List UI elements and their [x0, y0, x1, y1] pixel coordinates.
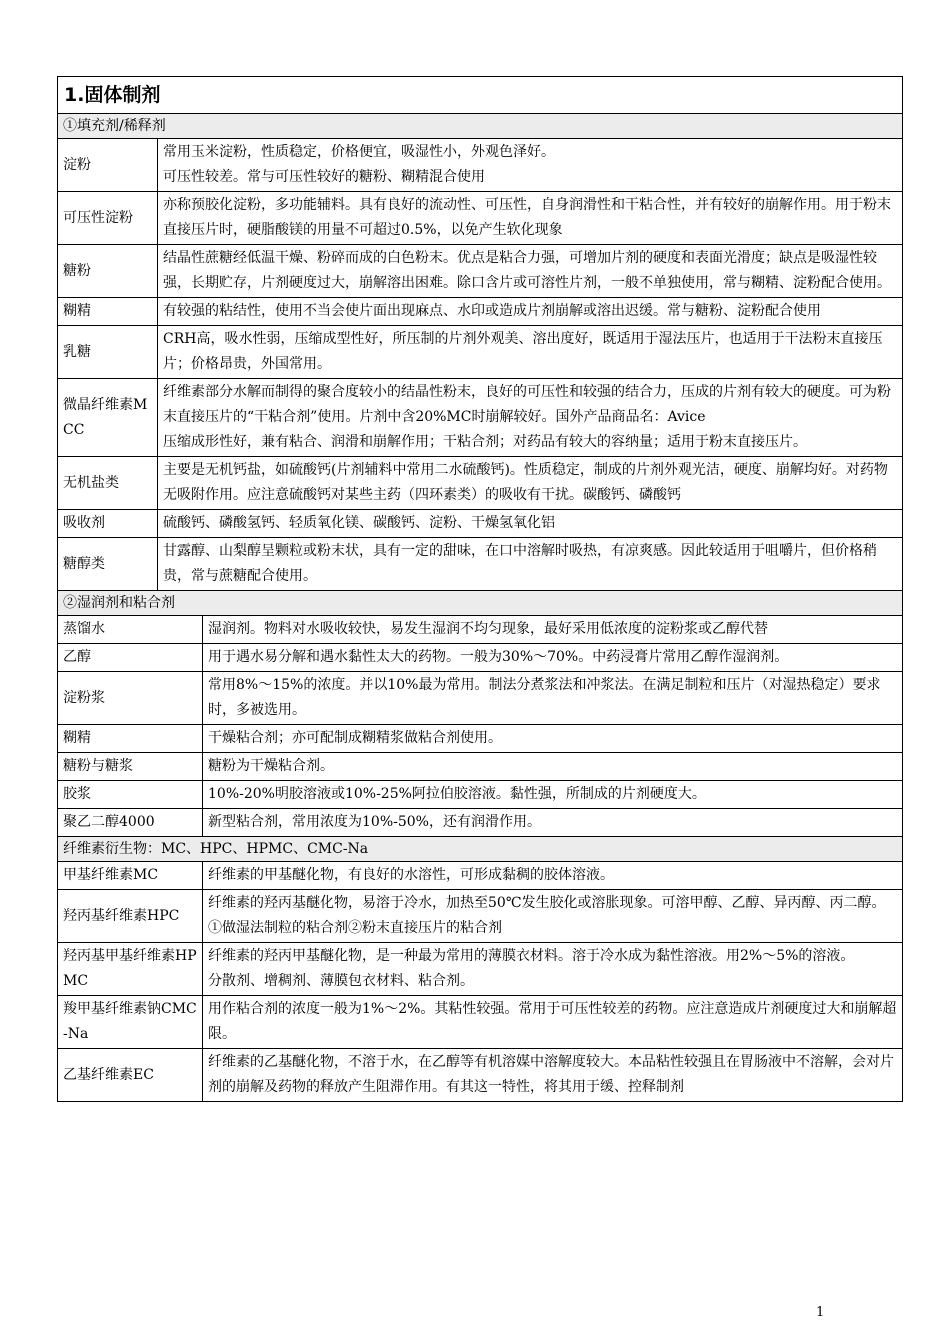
description-paragraph: 糖粉为干燥粘合剂。: [208, 758, 334, 774]
table-row: [58, 616, 903, 644]
excipient-name: 胶浆: [58, 781, 203, 809]
description-paragraph: 纤维素的羟丙基醚化物，易溶于冷水，加热至50℃发生胶化或溶胀现象。可溶甲醇、乙醇、异丙醇、丙二醇。①做湿法制粒的粘合剂②粉末直接压片的粘合剂: [208, 895, 886, 936]
description-paragraph: 甘露醇、山梨醇呈颗粒或粉末状，具有一定的甜味，在口中溶解时吸热，有凉爽感。因此较适用于咀嚼片，但价格稍贵，常与蔗糖配合使用。: [163, 543, 877, 584]
excipient-name: 糖粉与糖浆: [58, 753, 203, 781]
excipient-description: [158, 192, 903, 245]
description-paragraph: 纤维素的甲基醚化物，有良好的水溶性，可形成黏稠的胶体溶液。: [208, 867, 614, 883]
excipient-name: 羧甲基纤维素钠CMC-Na: [58, 996, 203, 1049]
table-row: [58, 809, 903, 837]
excipient-name: 甲基纤维素MC: [58, 862, 203, 890]
excipient-name: 羟丙基纤维素HPC: [58, 890, 203, 943]
excipient-name: 可压性淀粉: [58, 192, 158, 245]
excipient-description: [158, 538, 903, 591]
table-row: [58, 862, 903, 890]
excipient-description: [203, 809, 903, 837]
description-paragraph: 压缩成形性好，兼有粘合、润滑和崩解作用；干粘合剂；对药品有较大的容纳量；适用于粉末直接压片。: [163, 434, 807, 450]
description-paragraph: CRH高，吸水性弱，压缩成型性好，所压制的片剂外观美、溶出度好，既适用于湿法压片，也适用于干法粉末直接压片；价格昂贵，外国常用。: [163, 331, 883, 372]
table-row: [58, 538, 903, 591]
table-row: [58, 943, 903, 996]
table-row: [58, 753, 903, 781]
description-paragraph: 干燥粘合剂；亦可配制成糊精浆做粘合剂使用。: [208, 730, 502, 746]
table-row: [58, 139, 903, 192]
excipient-name: 糖粉: [58, 245, 158, 298]
excipient-description: [158, 510, 903, 538]
excipient-description: [158, 326, 903, 379]
description-paragraph: 常用玉米淀粉，性质稳定，价格便宜，吸湿性小，外观色泽好。: [163, 144, 555, 160]
section-header-row: [58, 837, 903, 862]
excipient-name: 乳糖: [58, 326, 158, 379]
description-paragraph: 分散剂、增稠剂、薄膜包衣材料、粘合剂。: [208, 973, 474, 989]
excipient-description: [158, 245, 903, 298]
table-row: [58, 510, 903, 538]
description-paragraph: 纤维素部分水解而制得的聚合度较小的结晶性粉末，良好的可压性和较强的结合力，压成的片剂有较大的硬度。可为粉末直接压片的“干粘合剂”使用。片剂中含20%MC时崩解较好。国外产品商品名：Avice: [163, 384, 891, 425]
excipient-description: [203, 672, 903, 725]
title-row: [58, 77, 903, 114]
excipient-name: 吸收剂: [58, 510, 158, 538]
excipient-name: 羟丙基甲基纤维素HPMC: [58, 943, 203, 996]
excipient-description: [158, 379, 903, 457]
excipient-name: 微晶纤维素MCC: [58, 379, 158, 457]
description-paragraph: 亦称预胶化淀粉，多功能辅料。具有良好的流动性、可压性，自身润滑性和干粘合性，并有较好的崩解作用。用于粉末直接压片时，硬脂酸镁的用量不可超过0.5%，以免产生软化现象: [163, 197, 891, 238]
excipient-name: 无机盐类: [58, 457, 158, 510]
excipient-description: [203, 943, 903, 996]
excipient-name: 糊精: [58, 725, 203, 753]
table-body: [58, 77, 903, 1102]
excipient-table: [57, 76, 903, 1102]
table-row: [58, 326, 903, 379]
table-row: [58, 672, 903, 725]
excipient-name: 淀粉浆: [58, 672, 203, 725]
table-row: [58, 781, 903, 809]
table-row: [58, 298, 903, 326]
excipient-description: [203, 996, 903, 1049]
description-paragraph: 新型粘合剂，常用浓度为10%-50%，还有润滑作用。: [208, 814, 541, 830]
table-row: [58, 457, 903, 510]
excipient-description: [203, 616, 903, 644]
description-paragraph: 硫酸钙、磷酸氢钙、轻质氧化镁、碳酸钙、淀粉、干燥氢氧化铝: [163, 515, 555, 531]
excipient-name: 蒸馏水: [58, 616, 203, 644]
description-paragraph: 常用8%～15%的浓度。并以10%最为常用。制法分煮浆法和冲浆法。在满足制粒和压片（对湿热稳定）要求时，多被选用。: [208, 677, 881, 718]
description-paragraph: 用于遇水易分解和遇水黏性太大的药物。一般为30%～70%。中药浸膏片常用乙醇作湿润剂。: [208, 649, 789, 665]
table-row: [58, 644, 903, 672]
description-paragraph: 10%-20%明胶溶液或10%-25%阿拉伯胶溶液。黏性强，所制成的片剂硬度大。: [208, 786, 706, 802]
description-paragraph: 湿润剂。物料对水吸收较快，易发生湿润不均匀现象，最好采用低浓度的淀粉浆或乙醇代替: [208, 621, 768, 637]
excipient-description: [203, 890, 903, 943]
excipient-name: 淀粉: [58, 139, 158, 192]
excipient-name: 乙基纤维素EC: [58, 1049, 203, 1102]
excipient-description: [158, 457, 903, 510]
section-header-row: [58, 114, 903, 139]
table-row: [58, 996, 903, 1049]
description-paragraph: 纤维素的乙基醚化物，不溶于水，在乙醇等有机溶媒中溶解度较大。本品粘性较强且在胃肠液中不溶解，会对片剂的崩解及药物的释放产生阻滞作用。有其这一特性，将其用于缓、控释制剂: [208, 1054, 894, 1095]
excipient-name: 糖醇类: [58, 538, 158, 591]
table-row: [58, 890, 903, 943]
excipient-name: 乙醇: [58, 644, 203, 672]
description-paragraph: 主要是无机钙盐，如硫酸钙(片剂辅料中常用二水硫酸钙)。性质稳定，制成的片剂外观光洁，硬度、崩解均好。对药物无吸附作用。应注意硫酸钙对某些主药（四环素类）的吸收有干扰。碳酸钙、磷酸钙: [163, 462, 888, 503]
table-row: [58, 725, 903, 753]
document-table-container: [57, 76, 902, 1102]
excipient-description: [203, 862, 903, 890]
excipient-description: [158, 298, 903, 326]
section-header: ①填充剂/稀释剂: [58, 114, 903, 139]
table-row: [58, 1049, 903, 1102]
description-paragraph: 纤维素的羟丙甲基醚化物，是一种最为常用的薄膜衣材料。溶于冷水成为黏性溶液。用2%～5%的溶液。: [208, 948, 855, 964]
section-header-row: [58, 591, 903, 616]
excipient-description: [203, 725, 903, 753]
table-row: [58, 192, 903, 245]
excipient-name: 聚乙二醇4000: [58, 809, 203, 837]
description-paragraph: 用作粘合剂的浓度一般为1%～2%。其粘性较强。常用于可压性较差的药物。应注意造成片剂硬度过大和崩解超限。: [208, 1001, 897, 1042]
excipient-name: 糊精: [58, 298, 158, 326]
excipient-description: [203, 1049, 903, 1102]
table-row: [58, 379, 903, 457]
document-title: 1.固体制剂: [58, 77, 903, 114]
section-header: ②湿润剂和粘合剂: [58, 591, 903, 616]
excipient-description: [203, 753, 903, 781]
table-row: [58, 245, 903, 298]
excipient-description: [203, 781, 903, 809]
section-header: 纤维素衍生物：MC、HPC、HPMC、CMC-Na: [58, 837, 903, 862]
excipient-description: [203, 644, 903, 672]
description-paragraph: 可压性较差。常与可压性较好的糖粉、糊精混合使用: [163, 169, 485, 185]
excipient-description: [158, 139, 903, 192]
description-paragraph: 结晶性蔗糖经低温干燥、粉碎而成的白色粉末。优点是粘合力强，可增加片剂的硬度和表面光滑度；缺点是吸湿性较强，长期贮存，片剂硬度过大，崩解溶出困难。除口含片或可溶性片剂，一般不单独使用，常与糊精、淀粉配合使用。: [163, 250, 891, 291]
description-paragraph: 有较强的粘结性，使用不当会使片面出现麻点、水印或造成片剂崩解或溶出迟缓。常与糖粉、淀粉配合使用: [163, 303, 821, 319]
page-number: 1: [816, 1305, 825, 1320]
